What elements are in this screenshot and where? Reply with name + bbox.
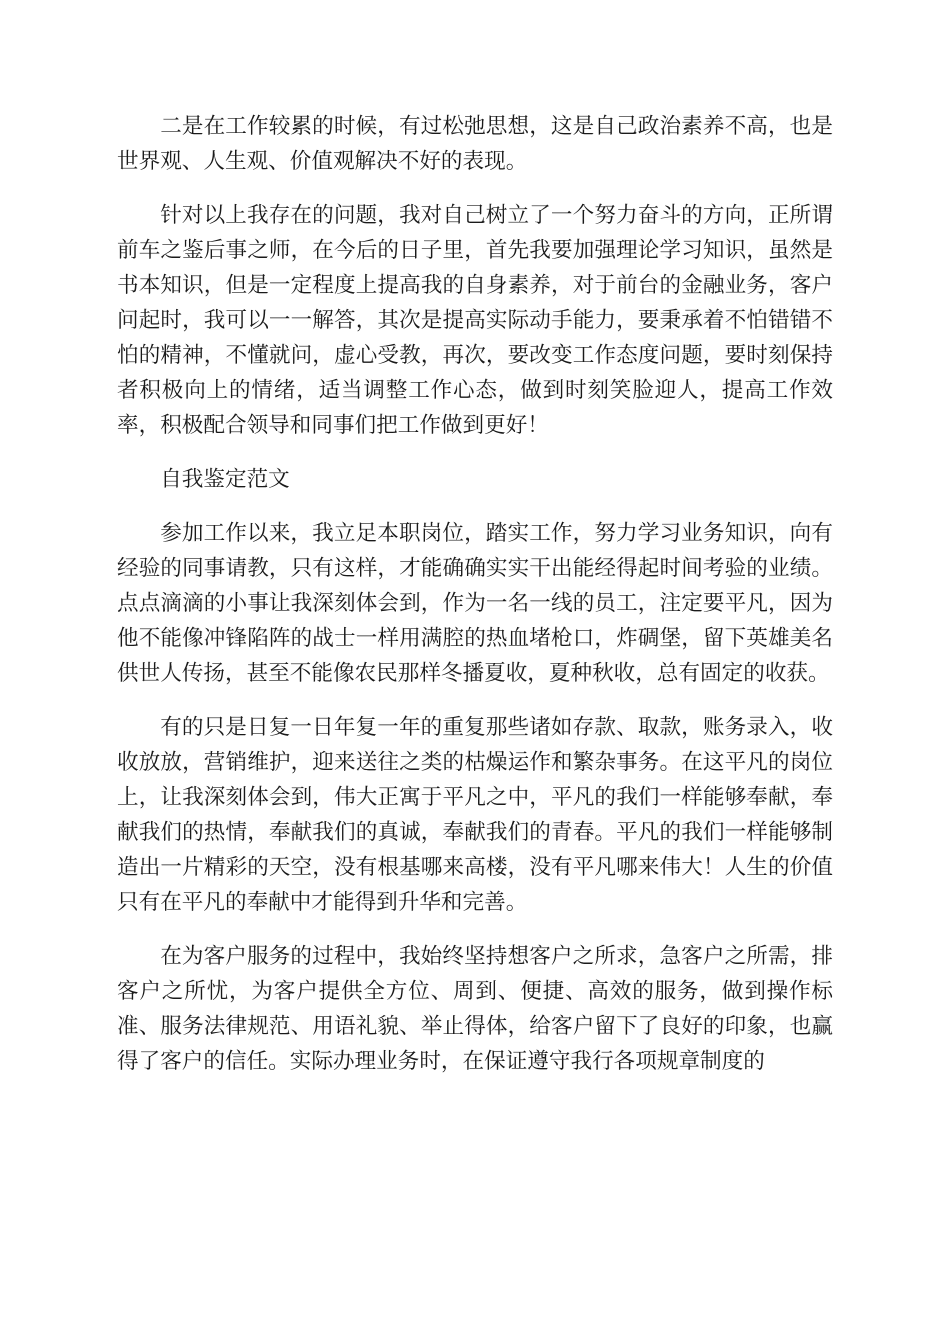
paragraph-since-joining: 参加工作以来，我立足本职岗位，踏实工作，努力学习业务知识，向有经验的同事请教，只有这样，才能确确实实干出能经得起时间考验的业绩。点点滴滴的小事让我深刻体会到，作为一名一线的员工，注定要平凡，因为他不能像冲锋陷阵的战士一样用满腔的热血堵枪口，炸碉堡，留下英雄美名供世人传扬，甚至不能像农民那样冬播夏收，夏种秋收，总有固定的收获。	[117, 521, 833, 686]
paragraph-improvement-plan: 针对以上我存在的问题，我对自己树立了一个努力奋斗的方向，正所谓前车之鉴后事之师，在今后的日子里，首先我要加强理论学习知识，虽然是书本知识，但是一定程度上提高我的自身素养，对于前台的金融业务，客户问起时，我可以一一解答，其次是提高实际动手能力，要秉承着不怕错错不怕的精神，不懂就问，虚心受教，再次，要改变工作态度问题，要时刻保持者积极向上的情绪，适当调整工作心态，做到时刻笑脸迎人，提高工作效率，积极配合领导和同事们把工作做到更好！	[117, 203, 833, 438]
paragraph-relaxation: 二是在工作较累的时候，有过松弛思想，这是自己政治素养不高，也是世界观、人生观、价值观解决不好的表现。	[117, 114, 833, 174]
paragraph-ordinary-work: 有的只是日复一日年复一年的重复那些诸如存款、取款，账务录入，收收放放，营销维护，迎来送往之类的枯燥运作和繁杂事务。在这平凡的岗位上，让我深刻体会到，伟大正寓于平凡之中，平凡的我们一样能够奉献，奉献我们的热情，奉献我们的真诚，奉献我们的青春。平凡的我们一样能够制造出一片精彩的天空，没有根基哪来高楼，没有平凡哪来伟大！人生的价值只有在平凡的奉献中才能得到升华和完善。	[117, 715, 833, 915]
document-page	[117, 109, 833, 1098]
section-heading: 自我鉴定范文	[160, 467, 290, 492]
paragraph-customer-service: 在为客户服务的过程中，我始终坚持想客户之所求，急客户之所需，排客户之所忧，为客户提供全方位、周到、便捷、高效的服务，做到操作标准、服务法律规范、用语礼貌、举止得体，给客户留下了良好的印象，也赢得了客户的信任。实际办理业务时，在保证遵守我行各项规章制度的	[117, 944, 833, 1074]
